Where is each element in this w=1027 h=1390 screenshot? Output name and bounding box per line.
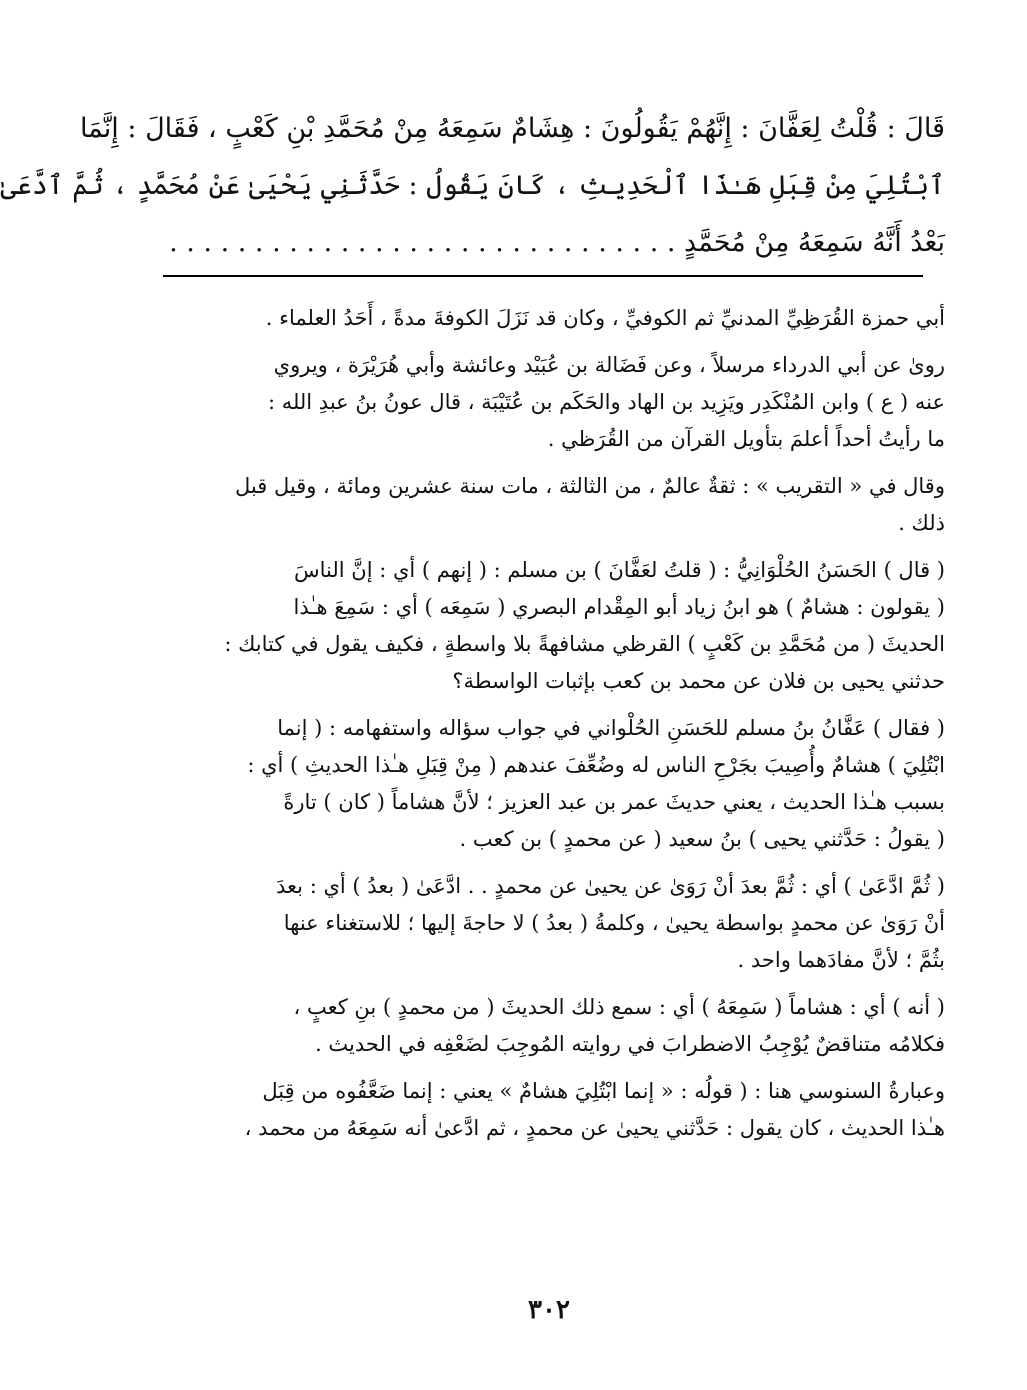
commentary-section	[149, 300, 945, 1157]
commentary-line: ( قال ) الحَسَنُ الحُلْوَانِيُّ : ( قلتُ لعَفَّانَ ) بن مسلم : ( إنهم ) أي : إنَّ الناسَ	[294, 558, 945, 582]
commentary-line: حدثني يحيى بن فلان عن محمد بن كعب بإثبات الواسطة؟	[452, 669, 945, 693]
commentary-line: ( ثُمَّ ادَّعَىٰ ) أي : ثُمَّ بعدَ أنْ رَوَىٰ عن يحيىٰ عن محمدٍ . . ادَّعَىٰ ( بعدُ ) أي : بعدَ	[276, 874, 945, 898]
commentary-paragraph	[149, 300, 945, 337]
hadith-line: قَالَ : قُلْتُ لِعَفَّانَ : إِنَّهُمْ يَقُولُونَ : هِشَامٌ سَمِعَهُ مِنْ مُحَمَّدِ بْنِ كَعْبٍ ، فَقَالَ : إِنَّمَا	[79, 113, 945, 144]
commentary-paragraph	[149, 552, 945, 700]
commentary-line: ( يقولون : هشامٌ ) هو ابنُ زياد أبو المِقْدام البصري ( سَمِعَه ) أي : سَمِعَ هـٰذا	[293, 595, 945, 619]
commentary-line: بسبب هـٰذا الحديث ، يعني حديثَ عمر بن عبد العزيز ؛ لأنَّ هشاماً ( كان ) تارةً	[283, 790, 945, 814]
hadith-line: ٱبْتُلِيَ مِنْ قِبَلِ هَـٰذَا ٱلْحَدِيثِ ، كَانَ يَقُولُ : حَدَّثَنِي يَحْيَىٰ عَنْ مُحَمَّدٍ ، ثُمَّ ٱدَّعَىٰ	[0, 170, 945, 201]
commentary-line: أنْ رَوَىٰ عن محمدٍ بواسطة يحيىٰ ، وكلمةُ ( بعدُ ) لا حاجةَ إليها ؛ للاستغناء عنها	[283, 911, 945, 935]
commentary-line: ذلك .	[898, 511, 945, 535]
commentary-line: بثُمَّ ؛ لأنَّ مفادَهما واحد .	[737, 948, 945, 972]
commentary-line: الحديثَ ( من مُحَمَّدِ بن كَعْبٍ ) القرظي مشافهةً بلا واسطةٍ ، فكيف يقول في كتابك :	[224, 632, 945, 656]
hadith-text	[0, 100, 945, 271]
commentary-paragraph	[149, 468, 945, 542]
commentary-line: وقال في « التقريب » : ثقةٌ عالمٌ ، من الثالثة ، مات سنة عشرين ومائة ، وقيل قبل	[235, 474, 945, 498]
commentary-line: ( أنه ) أي : هشاماً ( سَمِعَهُ ) أي : سمع ذلك الحديثَ ( من محمدٍ ) بنِ كعبٍ ،	[293, 995, 945, 1019]
commentary-line: روىٰ عن أبي الدرداء مرسلاً ، وعن فَضَالة بن عُبَيْد وعائشة وأبي هُرَيْرَة ، ويروي	[273, 353, 945, 377]
page-number: ٣٠٢	[528, 1295, 570, 1325]
commentary-paragraph	[149, 710, 945, 858]
commentary-line: هـٰذا الحديث ، كان يقول : حَدَّثني يحيىٰ عن محمدٍ ، ثم ادَّعىٰ أنه سَمِعَهُ من محمد ،	[244, 1116, 945, 1140]
commentary-paragraph	[149, 347, 945, 458]
hadith-line: بَعْدُ أَنَّهُ سَمِعَهُ مِنْ مُحَمَّدٍ . . . . . . . . . . . . . . . . . . . . . . . . . . . . . .	[169, 227, 945, 258]
commentary-line: ( فقال ) عَفَّانُ بنُ مسلم للحَسَنِ الحُلْواني في جواب سؤاله واستفهامه : ( إنما	[277, 716, 945, 740]
commentary-paragraph	[149, 868, 945, 979]
commentary-line: أبي حمزة القُرَظِيِّ المدنيِّ ثم الكوفيِّ ، وكان قد نَزَلَ الكوفةَ مدةً ، أَحَدُ العلماء .	[265, 306, 945, 330]
commentary-line: وعبارةُ السنوسي هنا : ( قولُه : « إنما ابْتُلِيَ هشامٌ » يعني : إنما ضَعَّفُوه من قِبَل	[262, 1079, 945, 1103]
commentary-line: فكلامُه متناقضٌ يُوْجِبُ الاضطرابَ في روايته المُوجِبَ لضَعْفِه في الحديث .	[315, 1032, 945, 1056]
commentary-line: عنه ( ع ) وابن المُنْكَدِر ويَزِيد بن الهاد والحَكَم بن عُتَيْبَة ، قال عونُ بنُ عبدِ الله :	[267, 390, 945, 414]
commentary-line: ما رأيتُ أحداً أعلمَ بتأويل القرآن من القُرَظي .	[547, 427, 945, 451]
commentary-paragraph	[149, 989, 945, 1063]
footnote-divider	[163, 275, 923, 277]
commentary-paragraph	[149, 1073, 945, 1147]
commentary-line: ( يقولُ : حَدَّثني يحيى ) بنُ سعيد ( عن محمدٍ ) بن كعب .	[459, 827, 945, 851]
commentary-line: ابْتُلِيَ ) هشامٌ وأُصِيبَ بجَرْحِ الناس له وضُعِّفَ عندهم ( مِنْ قِبَلِ هـٰذا الحديثِ ) أي :	[247, 753, 945, 777]
